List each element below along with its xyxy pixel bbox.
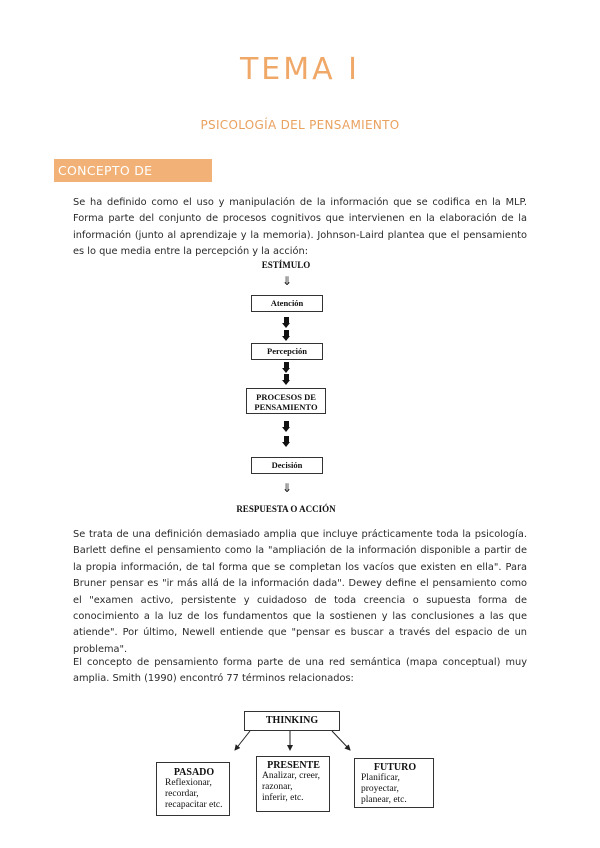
flow-end-label: RESPUESTA O ACCIÓN — [236, 504, 336, 514]
arrow-to-pasado — [235, 731, 250, 750]
concept-node-line: planear, etc. — [361, 795, 407, 805]
concept-node-pasado — [156, 762, 230, 816]
double-arrow-icon: ⇓ — [282, 481, 293, 495]
flow-step-percepcion: Percepción — [251, 343, 323, 360]
flow-step-procesos: PROCESOS DE PENSAMIENTO — [246, 388, 326, 414]
concept-node-line: razonar, — [262, 782, 293, 792]
flow-start-label: ESTÍMULO — [261, 260, 311, 270]
page-title: TEMA I — [239, 52, 361, 87]
paragraph-definitions-authors: Se trata de una definición demasiado amplia que incluye prácticamente toda la psicología. Barlett define el pensamiento como la "ampliación de la información disponible a partir de la propia información, de tal forma que se completan los vacíos que existen en ella". Para Bruner pensar es "ir más allá de la información dada". Dewey define el pensamiento como el "examen activo, persistente y cuidadoso de toda creencia o supuesta forma de conocimiento a la luz de los fundamentos que la sostienen y las conclusiones a las que atiende". Por último, Newell entiende que "pensar es buscar a través del espacio de un problema". — [73, 529, 527, 655]
flow-step-decision: Decisión — [251, 457, 323, 474]
concept-node-line: recapacitar etc. — [165, 800, 223, 810]
paragraph-definition: Se ha definido como el uso y manipulación de la información que se codifica en la MLP. Forma parte del conjunto de procesos cognitivos que intervienen en la elaboración de la información (junto al aprendizaje y la memoria). Johnson-Laird plantea que el pensamiento es lo que media entre la percepción y la acción: — [73, 197, 527, 258]
concept-node-line: inferir, etc. — [262, 793, 304, 803]
double-arrow-icon: ⇓ — [282, 274, 293, 288]
concept-node-line: Analizar, creer, — [262, 771, 321, 781]
flow-step-atencion: Atención — [251, 295, 323, 312]
concept-node-head: FUTURO — [373, 762, 417, 773]
concept-node-line: recordar, — [165, 789, 199, 799]
concept-node-presente — [256, 756, 330, 812]
concept-node-head: PASADO — [173, 767, 215, 778]
concept-node-futuro — [354, 758, 434, 808]
page-subtitle: PSICOLOGÍA DEL PENSAMIENTO — [200, 118, 400, 132]
concept-node-head: PRESENTE — [267, 760, 320, 771]
section-heading: CONCEPTO DE PENSAMIENTO — [54, 159, 212, 182]
concept-node-line: proyectar, — [361, 784, 399, 794]
paragraph-semantic-network: El concepto de pensamiento forma parte de una red semántica (mapa conceptual) muy amplia. Smith (1990) encontró 77 términos relacionados: — [73, 657, 527, 685]
concept-node-line: Reflexionar, — [165, 778, 212, 788]
concept-node-line: Planificar, — [361, 773, 400, 783]
concept-root: THINKING — [244, 711, 340, 731]
arrow-to-futuro — [332, 731, 350, 750]
